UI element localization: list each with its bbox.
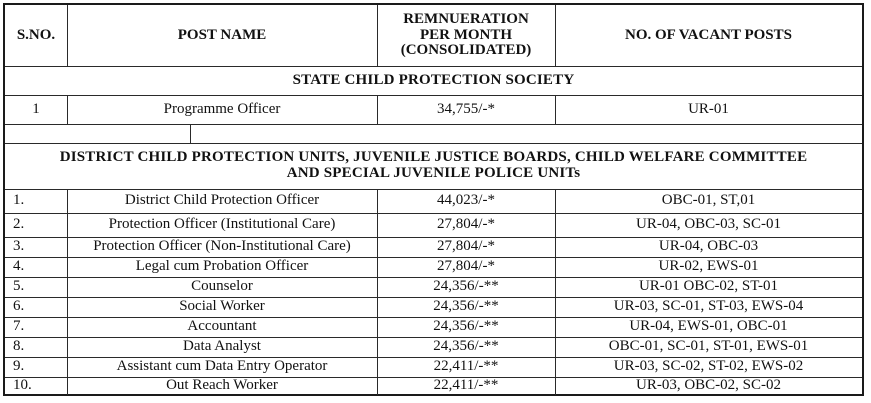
header-sno: S.NO.	[16, 26, 56, 43]
row-vacant-posts: UR-04, OBC-03	[658, 238, 759, 255]
row-vacant-posts: UR-02, EWS-01	[658, 258, 759, 275]
row-remuneration: 27,804/-*	[437, 238, 495, 255]
row-remuneration: 24,356/-**	[433, 278, 499, 295]
section-title-line: AND SPECIAL JUVENILE POLICE UNITs	[286, 165, 581, 181]
header-post-name: POST NAME	[177, 26, 267, 43]
row-sno: 2.	[13, 216, 25, 233]
row-remuneration: 44,023/-*	[437, 192, 495, 209]
row-sno: 1.	[13, 192, 25, 209]
spacer-divider	[190, 124, 191, 143]
row-sno: 9.	[13, 358, 25, 375]
row-remuneration: 24,356/-**	[433, 318, 499, 335]
row-post-name: Assistant cum Data Entry Operator	[116, 358, 328, 375]
row-post-name: Programme Officer	[163, 100, 281, 117]
row-vacant-posts: UR-01	[688, 100, 729, 117]
row-post-name: Social Worker	[179, 298, 265, 315]
row-vacant-posts: UR-04, OBC-03, SC-01	[635, 216, 781, 233]
row-post-name: Data Analyst	[183, 338, 261, 355]
row-sno: 10.	[13, 377, 32, 394]
row-remuneration: 24,356/-**	[433, 298, 499, 315]
row-remuneration: 22,411/-**	[433, 377, 499, 394]
row-vacant-posts: UR-03, OBC-02, SC-02	[635, 377, 781, 394]
row-sno: 1	[32, 100, 40, 117]
row-vacant-posts: UR-03, SC-02, ST-02, EWS-02	[613, 358, 804, 375]
row-remuneration: 22,411/-**	[433, 358, 499, 375]
row-post-name: Legal cum Probation Officer	[135, 258, 309, 275]
row-post-name: District Child Protection Officer	[124, 192, 320, 209]
header-remuneration-line: (CONSOLIDATED)	[400, 42, 532, 59]
row-post-name: Protection Officer (Non-Institutional Care)	[93, 238, 351, 255]
row-remuneration: 27,804/-*	[437, 258, 495, 275]
row-sno: 4.	[13, 258, 25, 275]
row-sno: 6.	[13, 298, 25, 315]
header-remuneration-line: PER MONTH	[419, 26, 513, 43]
row-vacant-posts: UR-04, EWS-01, OBC-01	[629, 318, 788, 335]
row-sno: 8.	[13, 338, 25, 355]
row-sno: 7.	[13, 318, 25, 335]
row-remuneration: 24,356/-**	[433, 338, 499, 355]
header-remuneration-line: REMNUERATION	[403, 10, 529, 27]
row-vacant-posts: OBC-01, ST,01	[661, 192, 756, 209]
row-post-name: Out Reach Worker	[166, 377, 278, 394]
row-vacant-posts: UR-03, SC-01, ST-03, EWS-04	[613, 298, 804, 315]
row-divider	[5, 124, 862, 125]
section-title-state: STATE CHILD PROTECTION SOCIETY	[292, 71, 575, 88]
row-sno: 3.	[13, 238, 25, 255]
row-vacant-posts: OBC-01, SC-01, ST-01, EWS-01	[608, 338, 809, 355]
row-remuneration: 34,755/-*	[437, 100, 495, 117]
row-post-name: Accountant	[187, 318, 257, 335]
row-vacant-posts: UR-01 OBC-02, ST-01	[638, 278, 779, 295]
row-sno: 5.	[13, 278, 25, 295]
header-vacant-posts: NO. OF VACANT POSTS	[625, 26, 792, 43]
section-title-district	[5, 143, 862, 189]
row-post-name: Counselor	[191, 278, 253, 295]
row-remuneration: 27,804/-*	[437, 216, 495, 233]
section-title-line: DISTRICT CHILD PROTECTION UNITS, JUVENILE JUSTICE BOARDS, CHILD WELFARE COMMITTEE	[59, 149, 808, 166]
row-post-name: Protection Officer (Institutional Care)	[108, 216, 336, 233]
header-remuneration	[377, 5, 555, 66]
